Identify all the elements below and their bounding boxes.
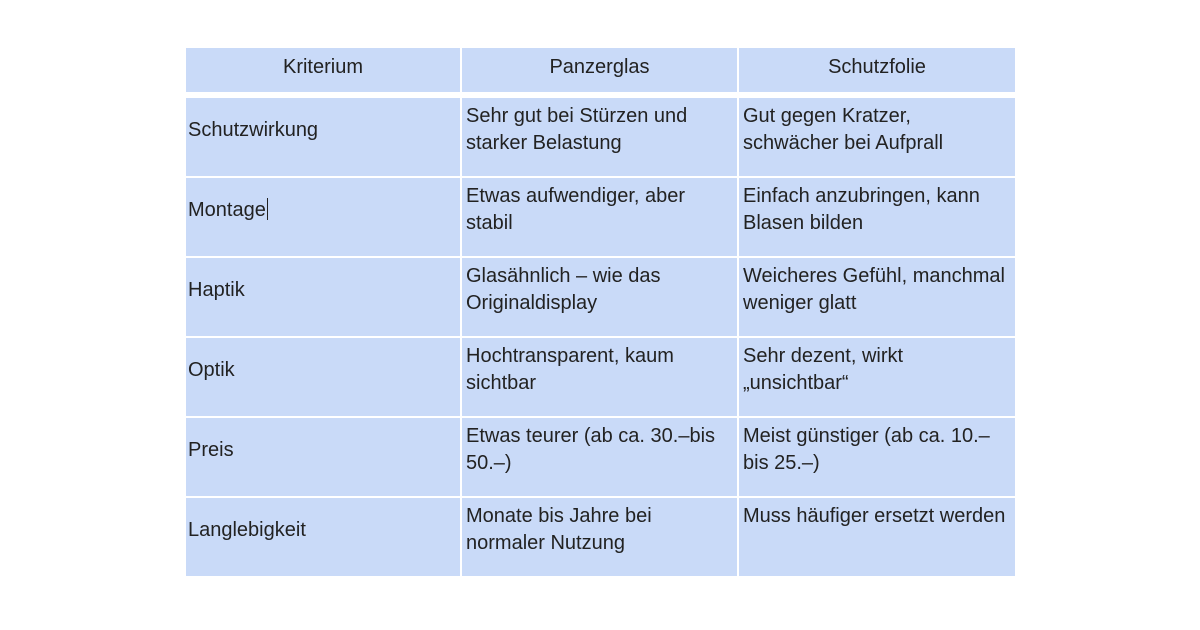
table-row bbox=[186, 498, 1015, 576]
table-header bbox=[186, 48, 1015, 98]
table-row bbox=[186, 258, 1015, 338]
schutzfolie-cell[interactable]: Weicheres Gefühl, manchmal weniger glatt bbox=[739, 258, 1015, 338]
header-schutzfolie[interactable]: Schutzfolie bbox=[739, 48, 1015, 98]
table-row bbox=[186, 418, 1015, 498]
table-row bbox=[186, 98, 1015, 178]
criterion-cell[interactable]: Haptik bbox=[186, 258, 462, 338]
header-row bbox=[186, 48, 1015, 98]
header-kriterium[interactable]: Kriterium bbox=[186, 48, 462, 98]
schutzfolie-cell[interactable]: Meist günstiger (ab ca. 10.–bis 25.–) bbox=[739, 418, 1015, 498]
criterion-cell[interactable]: Preis bbox=[186, 418, 462, 498]
criterion-text: Montage bbox=[188, 198, 266, 221]
schutzfolie-cell[interactable]: Gut gegen Kratzer, schwächer bei Aufprall bbox=[739, 98, 1015, 178]
schutzfolie-cell[interactable]: Sehr dezent, wirkt „unsichtbar“ bbox=[739, 338, 1015, 418]
schutzfolie-cell[interactable]: Einfach anzubringen, kann Blasen bilden bbox=[739, 178, 1015, 258]
criterion-cell[interactable]: Schutzwirkung bbox=[186, 98, 462, 178]
panzerglas-cell[interactable]: Monate bis Jahre bei normaler Nutzung bbox=[462, 498, 739, 576]
comparison-table-container bbox=[186, 48, 1015, 576]
text-cursor bbox=[267, 198, 268, 220]
table-row bbox=[186, 178, 1015, 258]
criterion-cell[interactable]: Optik bbox=[186, 338, 462, 418]
table-body bbox=[186, 98, 1015, 576]
panzerglas-cell[interactable]: Sehr gut bei Stürzen und starker Belastung bbox=[462, 98, 739, 178]
panzerglas-cell[interactable]: Hochtransparent, kaum sichtbar bbox=[462, 338, 739, 418]
criterion-cell[interactable]: Langlebigkeit bbox=[186, 498, 462, 576]
comparison-table bbox=[186, 48, 1015, 576]
header-panzerglas[interactable]: Panzerglas bbox=[462, 48, 739, 98]
schutzfolie-cell[interactable]: Muss häufiger ersetzt werden bbox=[739, 498, 1015, 576]
panzerglas-cell[interactable]: Etwas teurer (ab ca. 30.–bis 50.–) bbox=[462, 418, 739, 498]
criterion-cell[interactable] bbox=[186, 178, 462, 258]
panzerglas-cell[interactable]: Etwas aufwendiger, aber stabil bbox=[462, 178, 739, 258]
panzerglas-cell[interactable]: Glasähnlich – wie das Originaldisplay bbox=[462, 258, 739, 338]
table-row bbox=[186, 338, 1015, 418]
